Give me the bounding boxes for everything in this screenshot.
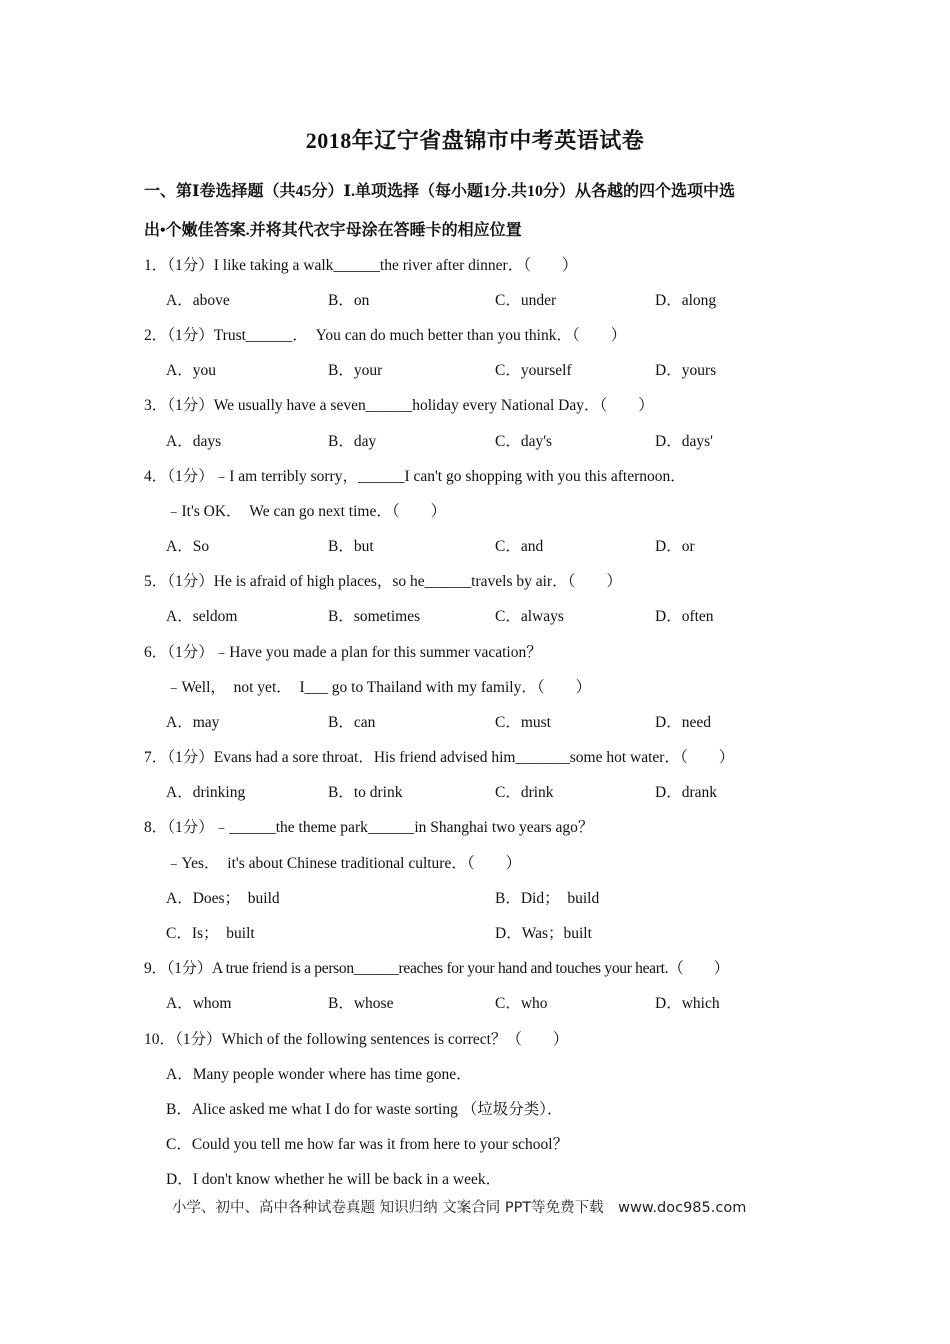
page-title: 2018年辽宁省盘锦市中考英语试卷 [305,128,645,153]
question-4-stem-reply: ﹣It's OK． We can go next time．（ ） [166,503,447,520]
question-8-option-c[interactable]: C．Is； built [166,925,255,942]
question-1-option-d[interactable]: D．along [655,292,717,309]
question-8-stem: 8．（1分）﹣______the theme park______in Shanghai two years ago？ [144,819,594,836]
question-3-option-d[interactable]: D．days' [655,433,713,450]
question-6-option-d[interactable]: D．need [655,714,711,731]
question-2-option-a[interactable]: A．you [166,362,216,379]
question-4-option-b[interactable]: B．but [328,538,374,555]
section-heading-line2: 出•个嫩佳答案.并将其代衣宇母涂在答睡卡的相应位置 [144,222,522,239]
question-3-stem: 3．（1分）We usually have a seven______holiday every National Day．（ ） [144,397,654,414]
question-3-option-b[interactable]: B．day [328,433,377,450]
question-8-option-b[interactable]: B．Did； build [495,890,600,907]
question-5-option-c[interactable]: C．always [495,608,564,625]
question-7-stem: 7．（1分）Evans had a sore throat．His friend advised him_______some hot water．（ ） [144,749,735,766]
question-2-option-c[interactable]: C．yourself [495,362,572,379]
question-5-option-b[interactable]: B．sometimes [328,608,421,625]
question-8-option-a[interactable]: A．Does； build [166,890,280,907]
question-4-option-a[interactable]: A．So [166,538,210,555]
question-3-option-c[interactable]: C．day's [495,433,553,450]
question-4-option-d[interactable]: D．or [655,538,695,555]
question-6-option-c[interactable]: C．must [495,714,551,731]
question-3-option-a[interactable]: A．days [166,433,222,450]
question-7-option-c[interactable]: C．drink [495,784,554,801]
question-9-stem: 9．（1分）A true friend is a person______reaches for your hand and touches your heart.（ ） [144,960,730,977]
question-6-stem-reply: ﹣Well， not yet． I___ go to Thailand with my family．（ ） [166,679,592,696]
section-heading-line1: 一、第Ⅰ卷选择题（共45分）Ⅰ.单项选择（每小题1分.共10分）从各越的四个选项中选 [144,183,735,200]
question-4-stem: 4．（1分）﹣I am terribly sorry，______I can't go shopping with you this afternoon． [144,468,686,485]
question-9-option-c[interactable]: C．who [495,995,548,1012]
question-9-option-b[interactable]: B．whose [328,995,394,1012]
question-9-option-a[interactable]: A．whom [166,995,232,1012]
question-6-option-b[interactable]: B．can [328,714,376,731]
question-7-option-b[interactable]: B．to drink [328,784,403,801]
question-5-stem: 5．（1分）He is afraid of high places，so he______travels by air．（ ） [144,573,622,590]
question-6-stem: 6．（1分）﹣Have you made a plan for this summer vacation？ [144,644,542,661]
question-10-stem: 10．（1分）Which of the following sentences is correct？（ ） [144,1031,569,1048]
question-10-option-a[interactable]: A．Many people wonder where has time gone． [166,1066,472,1083]
question-1-stem: 1．（1分）I like taking a walk______the river after dinner．（ ） [144,257,578,274]
question-5-option-d[interactable]: D．often [655,608,714,625]
question-10-option-b[interactable]: B．Alice asked me what I do for waste sorting （垃圾分类）． [166,1101,563,1118]
question-10-option-c[interactable]: C．Could you tell me how far was it from here to your school？ [166,1136,569,1153]
question-9-option-d[interactable]: D．which [655,995,720,1012]
question-2-option-b[interactable]: B．your [328,362,383,379]
question-7-option-a[interactable]: A．drinking [166,784,246,801]
question-5-option-a[interactable]: A．seldom [166,608,238,625]
question-2-stem: 2．（1分）Trust______． You can do much better than you think．（ ） [144,327,627,344]
question-6-option-a[interactable]: A．may [166,714,220,731]
question-2-option-d[interactable]: D．yours [655,362,717,379]
question-1-option-b[interactable]: B．on [328,292,370,309]
question-10-option-d[interactable]: D．I don't know whether he will be back in a week． [166,1171,502,1188]
question-7-option-d[interactable]: D．drank [655,784,717,801]
footer-banner: 小学、初中、高中各种试卷真题 知识归纳 文案合同 PPT等免费下载 www.doc985.com [172,1200,747,1216]
question-1-option-c[interactable]: C．under [495,292,557,309]
question-8-stem-reply: ﹣Yes． it's about Chinese traditional culture．（ ） [166,855,522,872]
question-1-option-a[interactable]: A．above [166,292,230,309]
question-8-option-d[interactable]: D．Was；built [495,925,592,942]
question-4-option-c[interactable]: C．and [495,538,544,555]
